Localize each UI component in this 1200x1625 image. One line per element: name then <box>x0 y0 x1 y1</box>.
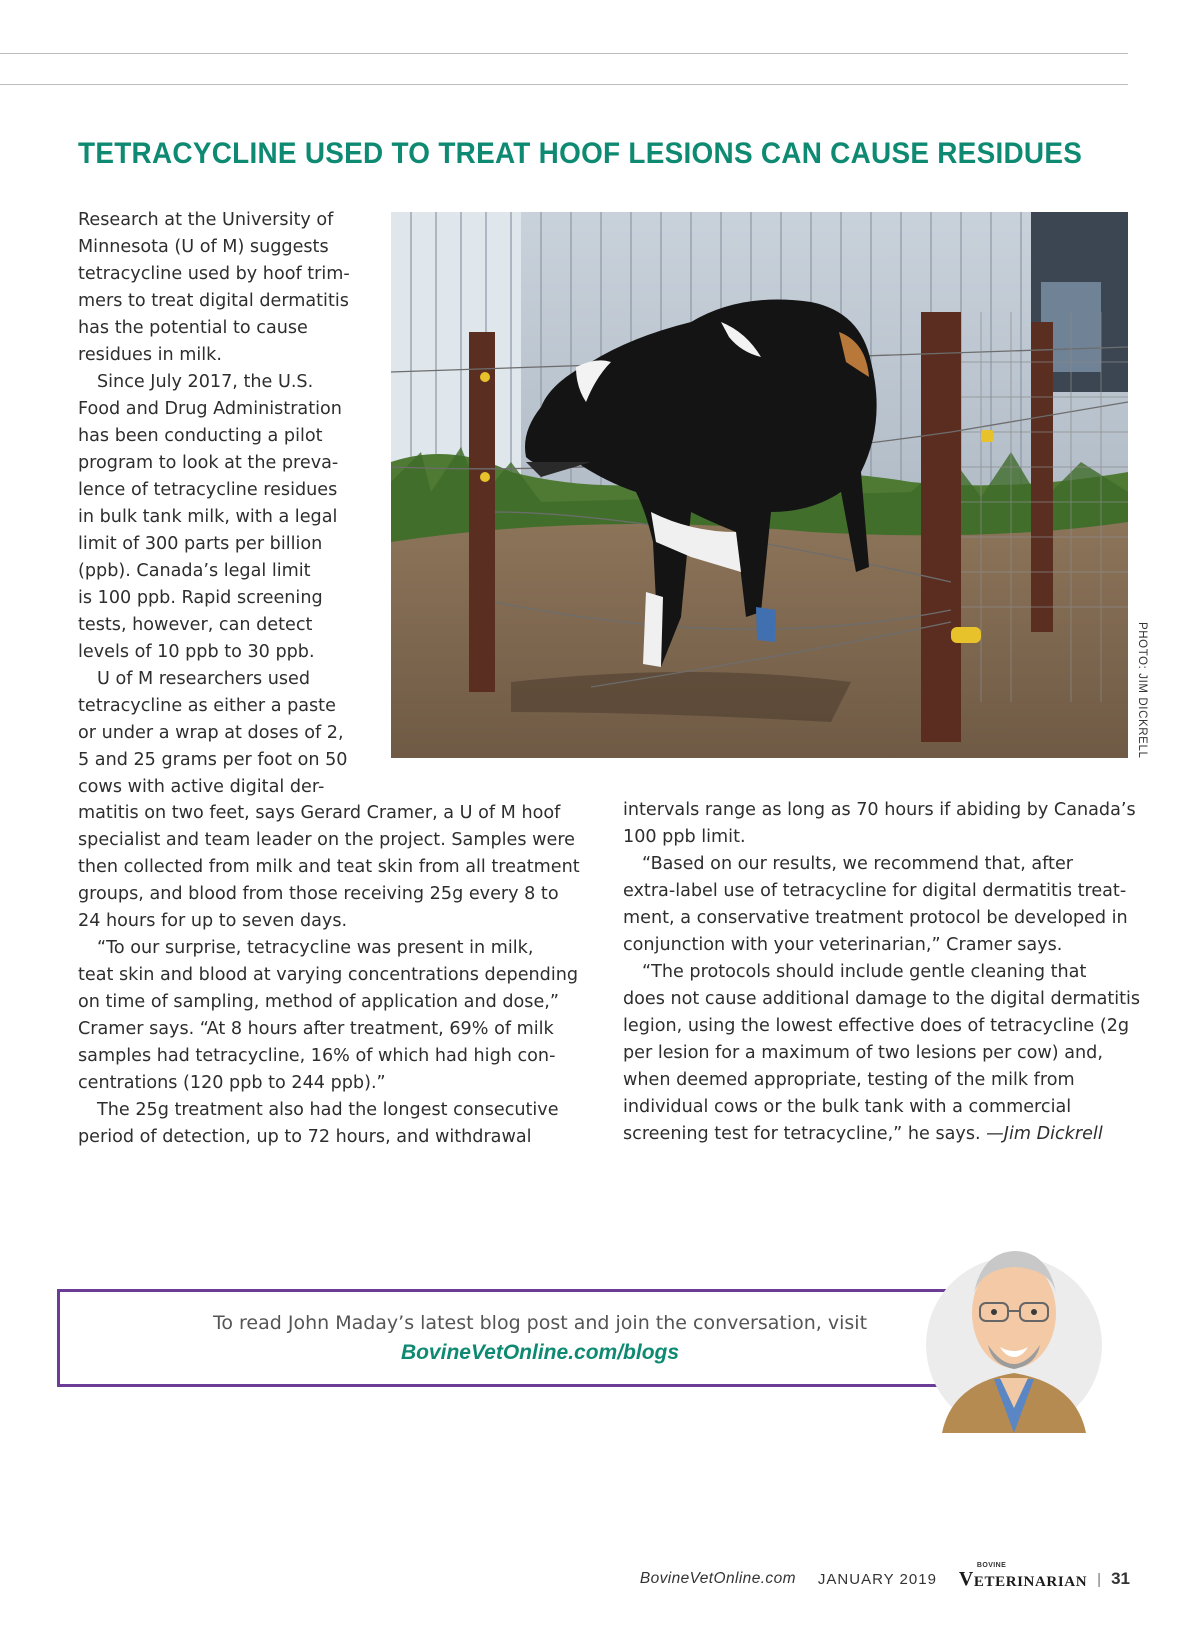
cow-photo <box>391 212 1128 758</box>
paragraph <box>623 851 1143 959</box>
narrow-column <box>78 207 378 801</box>
article-headline: TETRACYCLINE USED TO TREAT HOOF LESIONS CAN CAUSE RESIDUES <box>78 137 1083 170</box>
text-line: teat skin and blood at varying concentrations depending <box>78 965 579 985</box>
text-line: Research at the University of <box>78 210 334 230</box>
page-number: 31 <box>1111 1569 1130 1588</box>
text-line: “The protocols should include gentle cleaning that <box>642 962 1087 982</box>
text-line: individual cows or the bulk tank with a commercial <box>623 1097 1072 1117</box>
paragraph <box>78 666 378 801</box>
paragraph <box>623 959 1143 1148</box>
text-line: extra-label use of tetracycline for digital dermatitis treat- <box>623 881 1127 901</box>
paragraph <box>78 369 378 666</box>
footer-separator: | <box>1097 1570 1102 1588</box>
text-line: Since July 2017, the U.S. <box>97 372 314 392</box>
text-line: is 100 ppb. Rapid screening <box>78 588 323 608</box>
text-line <box>623 1121 1143 1148</box>
text-line: in bulk tank milk, with a legal <box>78 507 338 527</box>
text-line-content: screening test for tetracycline,” he says. <box>623 1124 987 1144</box>
text-line: program to look at the preva- <box>78 453 339 473</box>
text-line: U of M researchers used <box>97 669 311 689</box>
text-line: on time of sampling, method of application and dose,” <box>78 992 559 1012</box>
text-line: “To our surprise, tetracycline was present in milk, <box>97 938 534 958</box>
footer-date: JANUARY 2019 <box>817 1570 937 1588</box>
text-line: legion, using the lowest effective does of tetracycline (2g <box>623 1016 1130 1036</box>
author-avatar-illustration <box>922 1233 1106 1433</box>
text-line: when deemed appropriate, testing of the milk from <box>623 1070 1075 1090</box>
left-column <box>78 800 598 1151</box>
text-line: Cramer says. “At 8 hours after treatment, 69% of milk <box>78 1019 554 1039</box>
top-rule-2 <box>0 84 1128 85</box>
text-line: then collected from milk and teat skin from all treatment <box>78 857 580 877</box>
text-line: Minnesota (U of M) suggests <box>78 237 329 257</box>
footer-site: BovineVetOnline.com <box>639 1570 796 1587</box>
text-line: “Based on our results, we recommend that, after <box>642 854 1074 874</box>
text-line: ment, a conservative treatment protocol be developed in <box>623 908 1128 928</box>
text-line: intervals range as long as 70 hours if abiding by Canada’s <box>623 800 1136 820</box>
paragraph <box>78 800 598 935</box>
promo-text: To read John Maday’s latest blog post and join the conversation, visit <box>212 1312 868 1334</box>
text-line: period of detection, up to 72 hours, and withdrawal <box>78 1127 532 1147</box>
page-footer <box>639 1561 1130 1592</box>
text-line: samples had tetracycline, 16% of which had high con- <box>78 1046 556 1066</box>
text-line: or under a wrap at doses of 2, <box>78 723 344 743</box>
logo-initial: V <box>958 1567 974 1590</box>
magazine-logo <box>958 1561 1088 1591</box>
text-line: (ppb). Canada’s legal limit <box>78 561 311 581</box>
text-line: levels of 10 ppb to 30 ppb. <box>78 642 315 662</box>
paragraph <box>78 1097 598 1151</box>
paragraph <box>78 207 378 369</box>
text-line: The 25g treatment also had the longest consecutive <box>97 1100 559 1120</box>
text-line: per lesion for a maximum of two lesions per cow) and, <box>623 1043 1103 1063</box>
cow-photo-illustration <box>391 212 1128 758</box>
text-line: specialist and team leader on the project. Samples were <box>78 830 576 850</box>
text-line: tetracycline as either a paste <box>78 696 336 716</box>
text-line: lence of tetracycline residues <box>78 480 338 500</box>
paragraph <box>78 935 598 1097</box>
text-line: 24 hours for up to seven days. <box>78 911 348 931</box>
text-line: limit of 300 parts per billion <box>78 534 323 554</box>
text-line: Food and Drug Administration <box>78 399 342 419</box>
text-line: tetracycline used by hoof trim- <box>78 264 350 284</box>
promo-link[interactable]: BovineVetOnline.com/blogs <box>400 1341 680 1364</box>
text-line: does not cause additional damage to the digital dermatitis <box>623 989 1141 1009</box>
text-line: has the potential to cause <box>78 318 308 338</box>
right-column <box>623 797 1143 1148</box>
text-line: cows with active digital der- <box>78 777 325 797</box>
text-line: matitis on two feet, says Gerard Cramer, a U of M hoof <box>78 803 561 823</box>
text-line: centrations (120 ppb to 244 ppb).” <box>78 1073 386 1093</box>
paragraph <box>623 797 1143 851</box>
text-line: tests, however, can detect <box>78 615 313 635</box>
blog-promo-box <box>57 1289 957 1387</box>
byline: —Jim Dickrell <box>986 1124 1103 1144</box>
text-line: groups, and blood from those receiving 25g every 8 to <box>78 884 559 904</box>
text-line: conjunction with your veterinarian,” Cramer says. <box>623 935 1063 955</box>
text-line: 100 ppb limit. <box>623 827 746 847</box>
text-line: mers to treat digital dermatitis <box>78 291 349 311</box>
photo-credit: PHOTO: JIM DICKRELL <box>1136 622 1148 759</box>
top-rule <box>0 53 1128 54</box>
logo-small-text: BOVINE <box>976 1561 1007 1569</box>
text-line: has been conducting a pilot <box>78 426 323 446</box>
logo-rest: ETERINARIAN <box>973 1573 1088 1590</box>
text-line: 5 and 25 grams per foot on 50 <box>78 750 348 770</box>
author-avatar <box>922 1233 1106 1433</box>
text-line: residues in milk. <box>78 345 222 365</box>
